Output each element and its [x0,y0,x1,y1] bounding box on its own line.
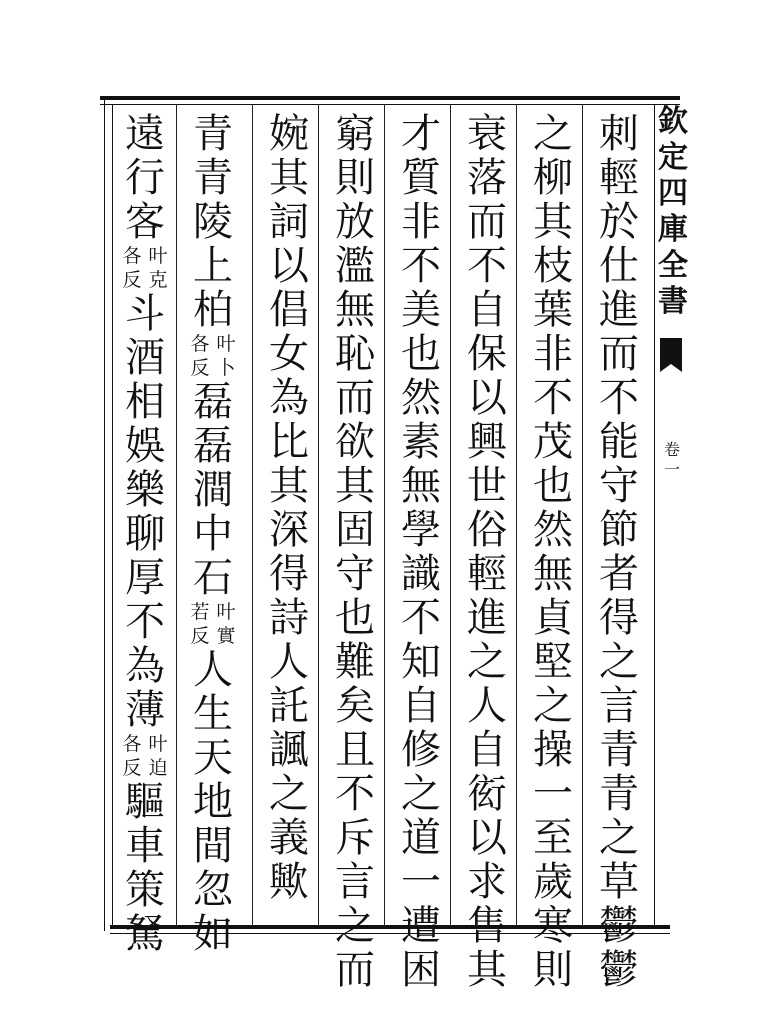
right-border [654,104,655,926]
column-divider [516,104,517,926]
top-border [100,96,680,100]
annotation-note [120,244,170,292]
annotation-note [188,332,238,380]
annotation-left: 若反 [190,601,210,647]
column-divider [450,104,451,926]
annotation-right: 叶卜 [216,333,236,379]
main-text: 窮則放濫無恥而欲其固守也難矣且不斥言之而 [335,111,375,993]
annotation-left: 各反 [190,333,210,379]
fishtail-mark [660,338,682,364]
text-column [326,111,384,993]
top-border-inner [100,104,680,105]
column-divider [384,104,385,926]
main-text: 才質非不美也然素無學識不知自修之道一遭困 [401,111,441,993]
text-column [116,111,174,957]
text-column [184,111,242,957]
main-text: 人生天地間忽如 [193,647,233,957]
text-column [260,112,318,922]
annotation-right: 叶克 [148,245,168,291]
annotation-left: 各反 [122,245,142,291]
main-text: 刺輕於仕進而不能守節者得之言青青之草鬱鬱 [599,111,639,993]
column-divider [252,104,253,926]
main-text: 驅車策駑 [125,779,165,957]
left-border-inner [112,104,113,929]
annotation-right: 叶實 [216,601,236,647]
column-divider [582,104,583,926]
column-divider [318,104,319,926]
annotation-note [120,732,170,780]
main-text: 之柳其枝葉非不茂也然無貞堅之操一至歲寒則 [533,111,573,993]
main-text: 婉其詞以倡女為比其深得詩人託諷之義歟 [269,111,309,905]
main-text: 斗酒相娛樂聊厚不為薄 [125,291,165,733]
main-text: 衰落而不自保以興世俗輕進之人自衒以求售其 [467,111,507,993]
text-column [392,111,450,993]
main-text: 青青陵上柏 [193,111,233,333]
text-column [458,111,516,993]
book-title: 欽定四庫全書 [658,104,688,319]
juan-label: 卷一 [663,440,680,479]
annotation-note [188,600,238,648]
main-text: 遠行客 [125,111,165,245]
text-column [590,111,648,993]
main-text: 磊磊澗中石 [193,379,233,601]
text-column [524,111,582,993]
annotation-left: 各反 [122,733,142,779]
left-border [104,96,105,931]
column-divider [176,104,177,926]
annotation-right: 叶迫 [148,733,168,779]
